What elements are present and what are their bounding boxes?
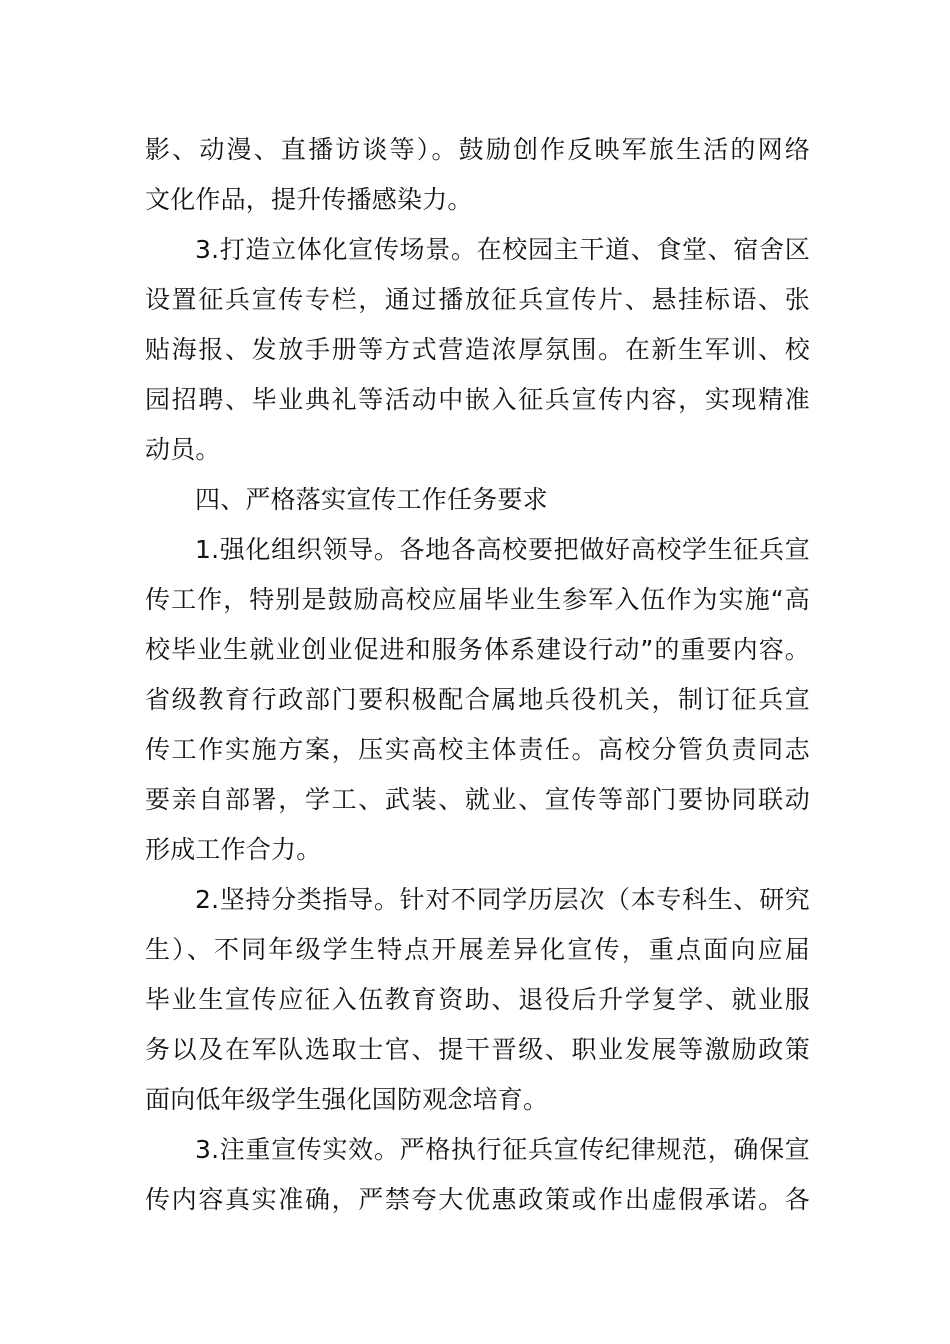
text-line: 传工作，特别是鼓励高校应届毕业生参军入伍作为实施“高 [145, 585, 810, 614]
section-heading: 四、严格落实宣传工作任务要求 [195, 485, 548, 514]
text-line: 设置征兵宣传专栏，通过播放征兵宣传片、悬挂标语、张 [145, 285, 810, 314]
text-line: 面向低年级学生强化国防观念培育。 [145, 1085, 549, 1114]
text-line: 1.强化组织领导。各地各高校要把做好高校学生征兵宣 [195, 535, 810, 564]
text-line: 3.打造立体化宣传场景。在校园主干道、食堂、宿舍区 [195, 235, 810, 264]
text-line: 生）、不同年级学生特点开展差异化宣传，重点面向应届 [145, 935, 810, 964]
text-line: 传工作实施方案，压实高校主体责任。高校分管负责同志 [145, 735, 810, 764]
text-line: 校毕业生就业创业促进和服务体系建设行动”的重要内容。 [145, 635, 810, 664]
text-line: 园招聘、毕业典礼等活动中嵌入征兵宣传内容，实现精准 [145, 385, 810, 414]
text-line: 3.注重宣传实效。严格执行征兵宣传纪律规范，确保宣 [195, 1135, 810, 1164]
text-line: 传内容真实准确，严禁夸大优惠政策或作出虚假承诺。各 [145, 1185, 810, 1214]
text-line: 形成工作合力。 [145, 835, 322, 864]
text-line: 影、动漫、直播访谈等）。鼓励创作反映军旅生活的网络 [145, 135, 810, 164]
text-line: 动员。 [145, 435, 221, 464]
text-line: 务以及在军队选取士官、提干晋级、职业发展等激励政策 [145, 1035, 810, 1064]
text-line: 要亲自部署，学工、武装、就业、宣传等部门要协同联动 [145, 785, 810, 814]
text-line: 毕业生宣传应征入伍教育资助、退役后升学复学、就业服 [145, 985, 810, 1014]
text-line: 2.坚持分类指导。针对不同学历层次（本专科生、研究 [195, 885, 810, 914]
text-line: 贴海报、发放手册等方式营造浓厚氛围。在新生军训、校 [145, 335, 810, 364]
text-line: 省级教育行政部门要积极配合属地兵役机关，制订征兵宣 [145, 685, 810, 714]
text-line: 文化作品，提升传播感染力。 [145, 185, 473, 214]
